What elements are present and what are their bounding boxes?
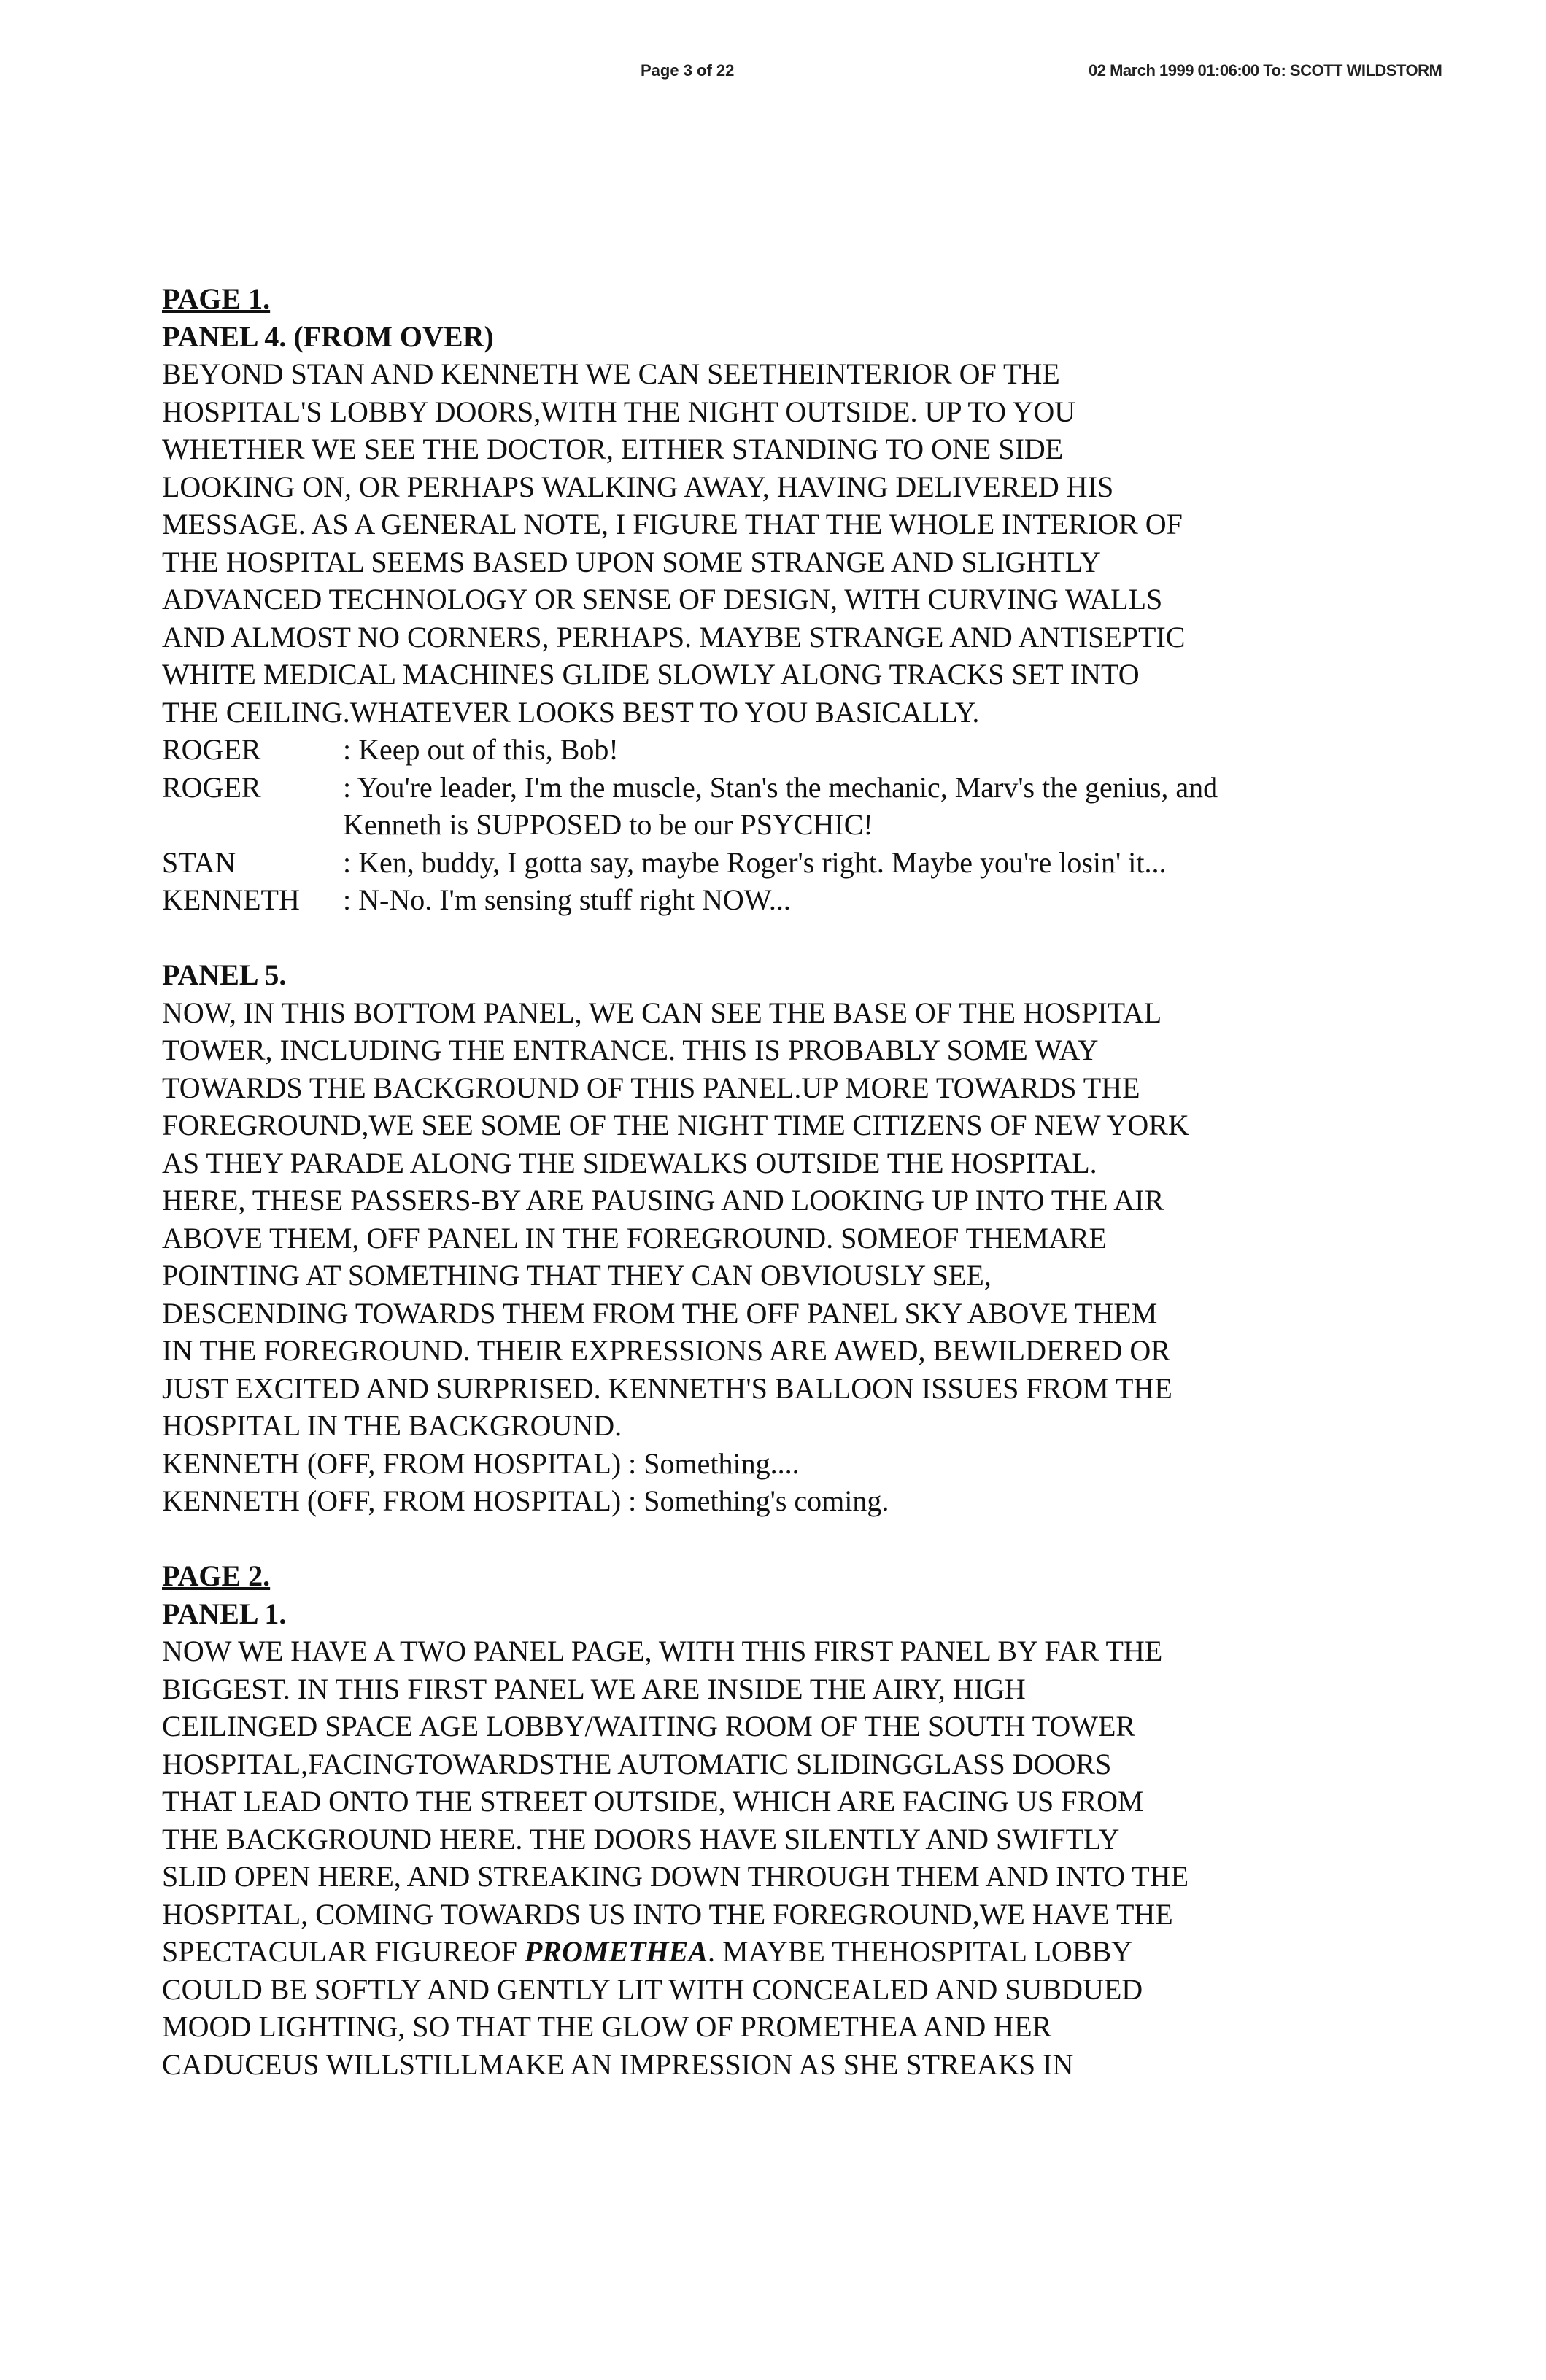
promethea-name: PROMETHEA (524, 1935, 708, 1968)
panel5-heading: PANEL 5. (162, 958, 287, 991)
dialogue-entry (162, 881, 1315, 919)
panel5-description (162, 994, 1315, 1445)
description-line-with-italic (162, 1933, 1315, 1971)
description-line: THE BACKGROUND HERE. THE DOORS HAVE SILENTLY AND SWIFTLY (162, 1822, 1120, 1856)
description-line: MOOD LIGHTING, SO THAT THE GLOW OF PROMETHEA AND HER (162, 2010, 1052, 2043)
dialogue-speaker: ROGER (162, 770, 261, 804)
description-line: HOSPITAL'S LOBBY DOORS,WITH THE NIGHT OUTSIDE. UP TO YOU (162, 395, 1076, 428)
dialogue-speaker: STAN (162, 845, 236, 879)
description-line: AND ALMOST NO CORNERS, PERHAPS. MAYBE STRANGE AND ANTISEPTIC (162, 620, 1186, 654)
line-text-post: . MAYBE THEHOSPITAL LOBBY (708, 1935, 1133, 1968)
description-line: SLID OPEN HERE, AND STREAKING DOWN THROUGH THEM AND INTO THE (162, 1860, 1189, 1893)
spacer (162, 1520, 1315, 1558)
dialogue-text: : You're leader, I'm the muscle, Stan's the mechanic, Marv's the genius, and (343, 770, 1218, 804)
dialogue-line: KENNETH (OFF, FROM HOSPITAL) : Something.... (162, 1446, 800, 1480)
description-line: HOSPITAL,FACINGTOWARDSTHE AUTOMATIC SLIDINGGLASS DOORS (162, 1747, 1112, 1780)
description-line: HOSPITAL IN THE BACKGROUND. (162, 1409, 622, 1442)
page2-panel1-heading: PANEL 1. (162, 1597, 287, 1630)
panel4-heading: PANEL 4. (FROM OVER) (162, 319, 494, 353)
description-line: ABOVE THEM, OFF PANEL IN THE FOREGROUND. SOMEOF THEMARE (162, 1221, 1107, 1255)
page2-panel1-description (162, 1632, 1315, 2083)
description-line: POINTING AT SOMETHING THAT THEY CAN OBVIOUSLY SEE, (162, 1259, 992, 1292)
dialogue-line: KENNETH (OFF, FROM HOSPITAL) : Something's coming. (162, 1484, 889, 1517)
dialogue-entry (162, 731, 1315, 769)
description-line: HERE, THESE PASSERS-BY ARE PAUSING AND LOOKING UP INTO THE AIR (162, 1184, 1164, 1217)
dialogue-entry (162, 769, 1315, 807)
dialogue-text: : Keep out of this, Bob! (343, 733, 619, 766)
page1-heading: PAGE 1. (162, 282, 271, 315)
dialogue-speaker: ROGER (162, 733, 261, 766)
description-line: ADVANCED TECHNOLOGY OR SENSE OF DESIGN, WITH CURVING WALLS (162, 583, 1163, 616)
description-line: AS THEY PARADE ALONG THE SIDEWALKS OUTSIDE THE HOSPITAL. (162, 1146, 1097, 1179)
dialogue-continuation: Kenneth is SUPPOSED to be our PSYCHIC! (343, 808, 873, 841)
fax-header (0, 57, 1546, 86)
dialogue-text: : Ken, buddy, I gotta say, maybe Roger's right. Maybe you're losin' it... (343, 845, 1167, 879)
panel5-dialogue (162, 1445, 1315, 1520)
panel4-description (162, 355, 1315, 731)
description-line: NOW WE HAVE A TWO PANEL PAGE, WITH THIS FIRST PANEL BY FAR THE (162, 1635, 1163, 1667)
spacer (162, 919, 1315, 957)
description-line: NOW, IN THIS BOTTOM PANEL, WE CAN SEE THE BASE OF THE HOSPITAL (162, 996, 1162, 1029)
description-line: MESSAGE. AS A GENERAL NOTE, I FIGURE THAT THE WHOLE INTERIOR OF (162, 508, 1183, 540)
dialogue-text: : N-No. I'm sensing stuff right NOW... (343, 883, 791, 916)
description-line: TOWER, INCLUDING THE ENTRANCE. THIS IS PROBABLY SOME WAY (162, 1034, 1099, 1066)
description-line: THE CEILING.WHATEVER LOOKS BEST TO YOU BASICALLY. (162, 695, 980, 729)
description-line: BIGGEST. IN THIS FIRST PANEL WE ARE INSIDE THE AIRY, HIGH (162, 1672, 1026, 1705)
script-document (162, 280, 1315, 2083)
description-line: LOOKING ON, OR PERHAPS WALKING AWAY, HAVING DELIVERED HIS (162, 470, 1114, 503)
description-line: COULD BE SOFTLY AND GENTLY LIT WITH CONCEALED AND SUBDUED (162, 1972, 1143, 2006)
description-line: WHITE MEDICAL MACHINES GLIDE SLOWLY ALONG TRACKS SET INTO (162, 658, 1140, 691)
description-line: FOREGROUND,WE SEE SOME OF THE NIGHT TIME CITIZENS OF NEW YORK (162, 1109, 1189, 1141)
fax-timestamp-recipient: 02 March 1999 01:06:00 To: SCOTT WILDSTORM (1089, 61, 1442, 80)
description-line: IN THE FOREGROUND. THEIR EXPRESSIONS ARE AWED, BEWILDERED OR (162, 1334, 1170, 1367)
fax-page-number: Page 3 of 22 (641, 61, 735, 80)
dialogue-entry (162, 844, 1315, 882)
description-line: CADUCEUS WILLSTILLMAKE AN IMPRESSION AS SHE STREAKS IN (162, 2047, 1074, 2081)
description-line: CEILINGED SPACE AGE LOBBY/WAITING ROOM OF THE SOUTH TOWER (162, 1710, 1136, 1743)
description-line: TOWARDS THE BACKGROUND OF THIS PANEL.UP MORE TOWARDS THE (162, 1071, 1140, 1104)
description-line: HOSPITAL, COMING TOWARDS US INTO THE FOREGROUND,WE HAVE THE (162, 1897, 1173, 1931)
description-line: WHETHER WE SEE THE DOCTOR, EITHER STANDING TO ONE SIDE (162, 433, 1064, 465)
description-line: JUST EXCITED AND SURPRISED. KENNETH'S BALLOON ISSUES FROM THE (162, 1371, 1172, 1405)
description-line: DESCENDING TOWARDS THEM FROM THE OFF PANEL SKY ABOVE THEM (162, 1296, 1158, 1330)
description-line: THAT LEAD ONTO THE STREET OUTSIDE, WHICH ARE FACING US FROM (162, 1785, 1144, 1818)
panel4-dialogue (162, 731, 1315, 919)
dialogue-speaker: KENNETH (162, 883, 300, 916)
page2-heading: PAGE 2. (162, 1559, 271, 1592)
description-line: THE HOSPITAL SEEMS BASED UPON SOME STRANGE AND SLIGHTLY (162, 545, 1101, 578)
line-text-pre: SPECTACULAR FIGUREOF (162, 1935, 525, 1968)
description-line: BEYOND STAN AND KENNETH WE CAN SEETHEINTERIOR OF THE (162, 357, 1060, 390)
